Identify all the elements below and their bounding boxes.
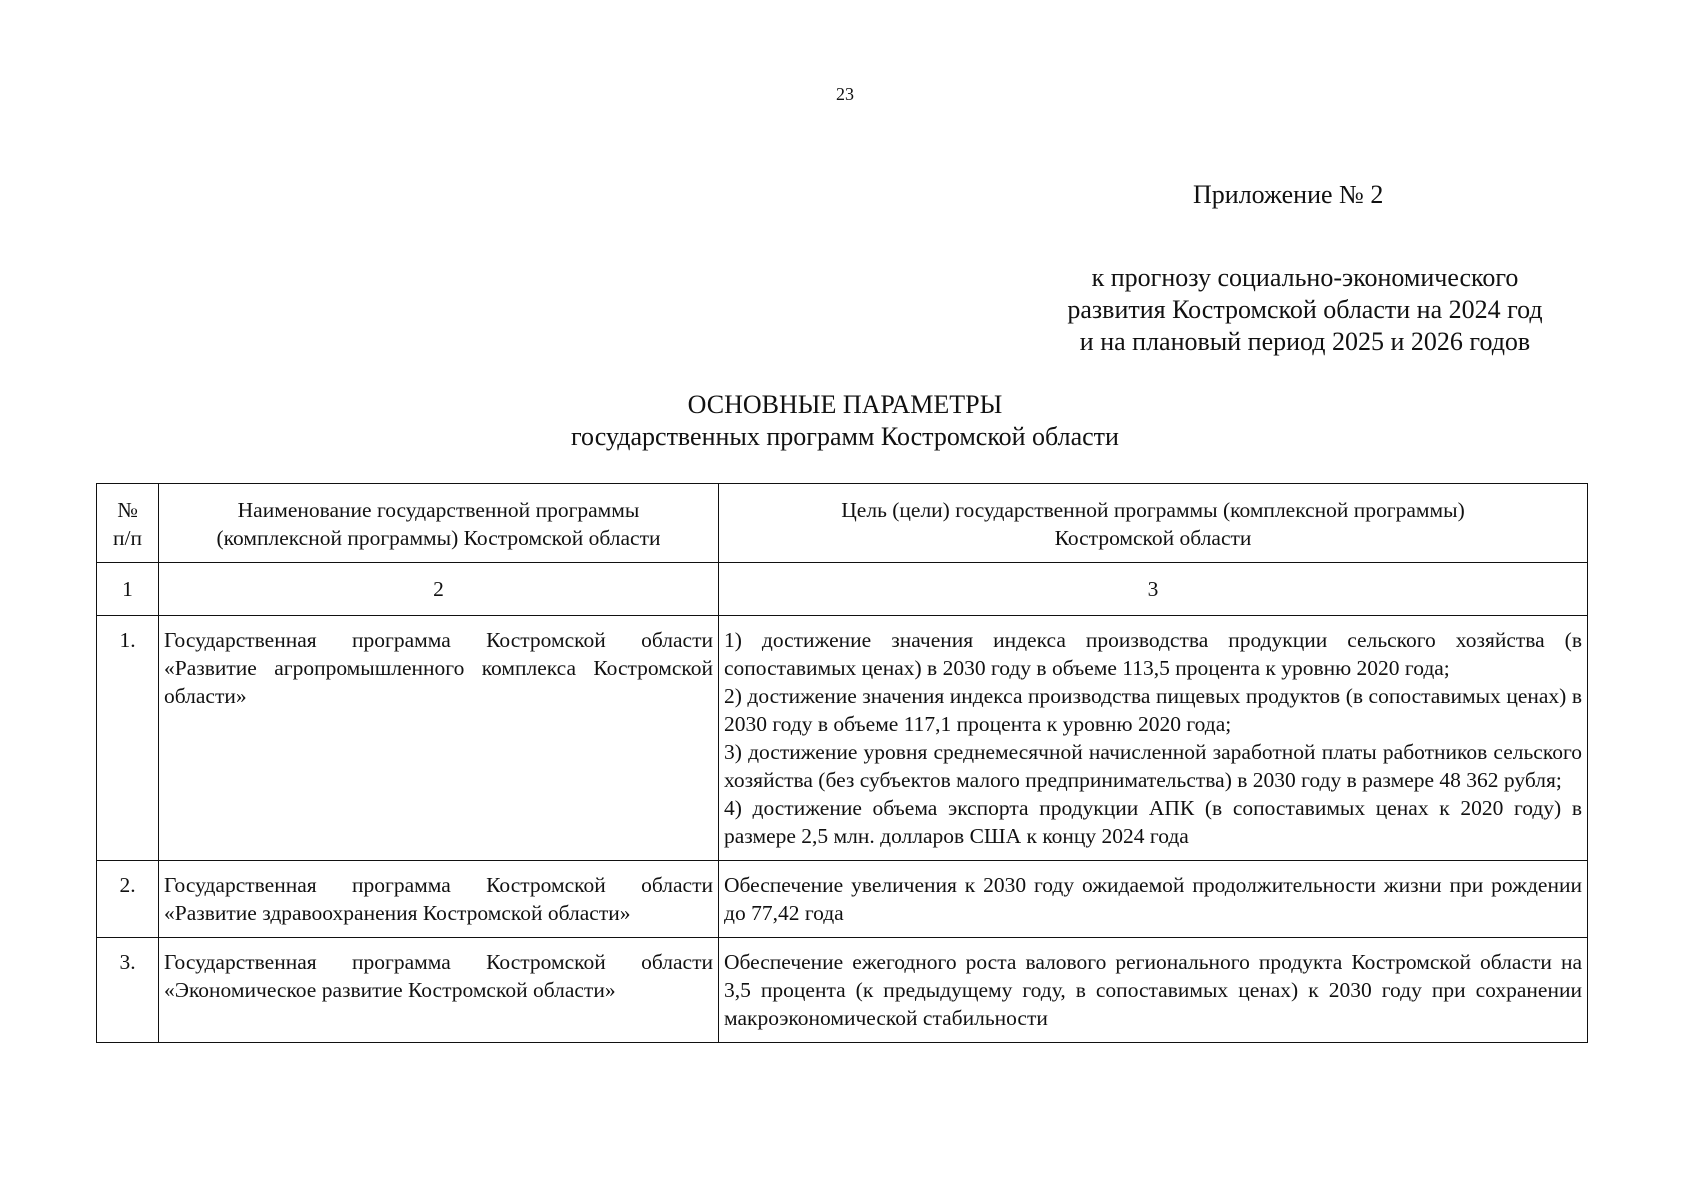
header-text: Цель (цели) государственной программы (комплексной программы) [841,498,1465,522]
column-number: 3 [719,563,1588,616]
goal-item: Обеспечение ежегодного роста валового регионального продукта Костромской области на 3,5 процента (к предыдущему году, в сопоставимых ценах) к 2030 году при сохранении макроэкономической стабильности [724,950,1582,1030]
program-name: Государственная программа Костромской области «Развитие здравоохранения Костромской области» [159,861,719,938]
header-text: № [117,498,138,522]
program-goals [719,938,1588,1043]
header-text: (комплексной программы) Костромской области [216,526,661,550]
header-number [97,484,159,563]
row-number: 2. [97,861,159,938]
header-text: Костромской области [1054,526,1252,550]
column-number: 2 [159,563,719,616]
appendix-reference-line: развития Костромской области на 2024 год [1067,295,1543,324]
table-row [97,616,1588,861]
row-number: 3. [97,938,159,1043]
program-name: Государственная программа Костромской области «Развитие агропромышленного комплекса Костромской области» [159,616,719,861]
appendix-reference-line: и на плановый период 2025 и 2026 годов [1079,327,1531,356]
goal-item: 4) достижение объема экспорта продукции АПК (в сопоставимых ценах к 2020 году) в размере 2,5 млн. долларов США к концу 2024 года [724,796,1582,848]
program-goals [719,616,1588,861]
column-number-row [97,563,1588,616]
programs-table [96,483,1588,1043]
program-name: Государственная программа Костромской области «Экономическое развитие Костромской области» [159,938,719,1043]
document-subtitle: государственных программ Костромской области [571,422,1119,451]
document-heading [455,389,1235,453]
header-program-name [159,484,719,563]
table-row [97,861,1588,938]
table-header-row [97,484,1588,563]
goal-item: 1) достижение значения индекса производства продукции сельского хозяйства (в сопоставимых ценах) в 2030 году в объеме 113,5 процента к уровню 2020 года; [724,628,1582,680]
goal-item: Обеспечение увеличения к 2030 году ожидаемой продолжительности жизни при рождении до 77,42 года [724,873,1582,925]
header-text: п/п [113,526,142,550]
table-row [97,938,1588,1043]
goal-item: 2) достижение значения индекса производства пищевых продуктов (в сопоставимых ценах) в 2030 году в объеме 117,1 процента к уровню 2020 года; [724,684,1582,736]
program-goals [719,861,1588,938]
appendix-reference-line: к прогнозу социально-экономического [1091,263,1519,292]
column-number: 1 [97,563,159,616]
document-title: ОСНОВНЫЕ ПАРАМЕТРЫ [687,390,1003,419]
header-program-goal [719,484,1588,563]
page-number: 23 [836,84,854,104]
header-text: Наименование государственной программы [237,498,640,522]
appendix-number: Приложение № 2 [1193,180,1384,209]
row-number: 1. [97,616,159,861]
appendix-reference [1035,262,1575,358]
goal-item: 3) достижение уровня среднемесячной начисленной заработной платы работников сельского хозяйства (без субъектов малого предпринимательства) в 2030 году в размере 48 362 рубля; [724,740,1582,792]
